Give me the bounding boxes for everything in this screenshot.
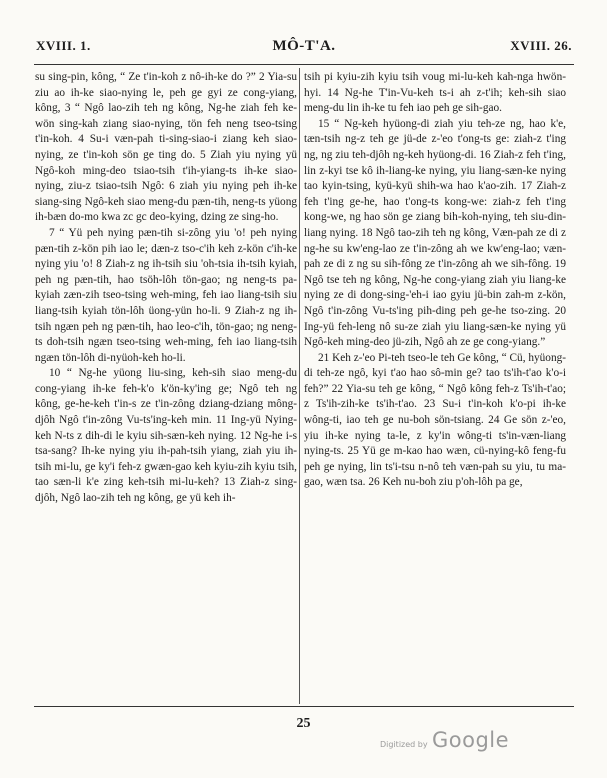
header-book-title: MÔ-T'A. — [272, 38, 336, 54]
watermark-caption: Digitized by — [380, 740, 428, 749]
right-text-column — [304, 70, 566, 702]
digitization-watermark — [380, 728, 560, 758]
paragraph: 15 “ Ng-keh hyüong-di ziah yiu teh-ze ng, hao k'e, tæn-tsih ng-z teh ge jü-de z-'eo t'ong-ts ge: ziah-z t'ing ng, ng ziu teh-djôh ng-keh hyüong-di. 16 Ziah-z feh t'ing, lin z-kyi tse kô ih-liang-ke nying, yiu liang-sæn-ke nying tao kyin-tsing, kyü-kyü shih-wa hao k'ao-zih. 17 Ziah-z feh t'ing ge-he, hao t'ong-ts kong-we: ziah-z feh t'ing kong-we, ng hao sön ge ziang bih-koh-nying, teh siu-din-liang nying. 18 Ngô tao-zih teh ng kông, Væn-pah ze di z ng-he su kw'eng-lao ze t'in-zông ah we kw'eng-lao; væn-pah ze di z ng su sih-fông ze t'in-zông ah we sih-fông. 19 Ngô tse teh ng kông, Ng-he cong-yiang ziah yiu liang-ke nying ze di dong-sing-'eh-i iao gyiu jü-bin zah-m z-kön, Ngô t'in-zông Vu-ts'ing pih-ding peh ge-he tso-zing. 20 Ing-yü feh-leng nô su-ze ziah yiu liang-sæn-ke nying yü Ngô-keh ming-deo jü-zih, Ngô ah ze ge cong-yiang.” — [304, 117, 566, 349]
paragraph: 10 “ Ng-he yüong liu-sing, keh-sih siao meng-du cong-yiang ih-ke feh-k'o k'ön-ky'ing ge; Ngô teh ng kông, ge-he-keh t'in-s ze t'in-zông dziang-dziang mông-djôh Ngô t'in-zông Vu-ts'ing-keh min. 11 Ing-yü Nying-keh N-ts z dih-di le kyiu sih-sæn-keh nying. 12 Ng-he i-s tsa-sang? Ih-ke nying yiu ih-pah-tsih yiang, ziah yiu ih-tsih mi-lu, ge ky'i feh-z gwæn-gao keh kyiu-zih kyiu tsih, tao sæn-li k'e zing keh-tsih mi-lu-keh? 13 Ziah-z sing-djôh, Ngô lao-zih teh ng kông, ge yü keh ih- — [35, 367, 297, 505]
paragraph: su sing-pin, kông, “ Ze t'in-koh z nô-ih-ke do ?” 2 Yia-su ziu ao ih-ke siao-nying le, peh ge gyi ze cong-yiang, kông, 3 “ Ngô lao-zih teh ng kông, Ng-he ziah feh ke-wön sing-kah ziang siao-nying, tön feh neng tseo-tsing t'in-koh. 4 Su-i væn-pah ti-sing-siao-i ziang keh siao-nying, ze t'in-koh sön ge ting do. 5 Ziah yiu nying yü Ngô-koh ming-deo tsiao-tsih t'ih-yiang-ts ih-ke siao-nying, ziu-z tsiao-tsih Ngô: 6 ziah yiu nying peh ih-ke siang-sing Ngô-keh siao meng-du pæn-tih, neng-ts yüong ih-bæn do-mo kwa zc gc deo-kying, dzing ze sing-ho. — [35, 71, 297, 224]
paragraph: tsih pi kyiu-zih kyiu tsih voug mi-lu-keh kah-nga hwön-hyi. 14 Ng-he T'in-Vu-keh ts-i ah z-t'ih; keh-sih siao meng-du lin ih-ke tu feh iao peh ge sih-gao. — [304, 71, 566, 115]
column-divider — [299, 68, 300, 704]
watermark-logo-text: Google — [432, 728, 510, 752]
left-text-column — [35, 70, 297, 702]
footer-rule — [34, 706, 574, 707]
running-header — [36, 38, 572, 58]
header-chapter-right: XVIII. 26. — [510, 38, 572, 53]
header-chapter-left: XVIII. 1. — [36, 38, 91, 53]
page-number: 25 — [296, 716, 311, 731]
header-rule — [34, 64, 574, 65]
paragraph: 7 “ Yü peh nying pæn-tih si-zông yiu 'o! peh nying pæn-tih z-kön pih iao le; dæn-z tso-c'ih keh z-kön c'ih-ke nying yiu 'o! 8 Ziah-z ng ih-tsih siu 'oh-tsia ih-tsih kyiah, peh ng pæn-tih, hao tsöh-lôh tön-gao; ng neng-ts pa-kyiah zæn-zih tseo-tsing weh-ming, feh iao liang-tsih siu liang-tsih kyiah tön-lôh üong-yün ho-li. 9 Ziah-z ng ih-tsih ngæn peh ng pæn-tih, hao leo-c'ih, tön-gao; ng neng-ts doh-tsih ngæn tseo-tsing weh-ming, feh iao liang-tsih ngæn tön-lôh di-nyüoh-keh ho-li. — [35, 226, 297, 364]
paragraph: 21 Keh z-'eo Pi-teh tseo-le teh Ge kông, “ Cü, hyüong-di teh-ze ngô, kyi t'ao hao sô-min ge? tao ts'ih-t'ao k'o-i feh?” 22 Yia-su teh ge kông, “ Ngô kông feh-z Ts'ih-t'ao; z Ts'ih-zih-ke ts'ih-t'ao. 23 Su-i t'in-koh k'o-pi ih-ke wông-ti, iao teh ge nu-boh sön-tsiang. 24 Ge sön z-'eo, yiu ih-ke nying ta-le, z ky'in wông-ti ts'in-væn-liang nying-ts. 25 Yü ge m-kao hao wæn, cü-nying-kô feng-fu peh ge nying, lin ts'i-tsu n-nô teh væn-pah su yiu, tu ma-gao, wæn tsa. 26 Keh nu-boh ziu p'oh-lôh pa ge, — [304, 351, 566, 489]
